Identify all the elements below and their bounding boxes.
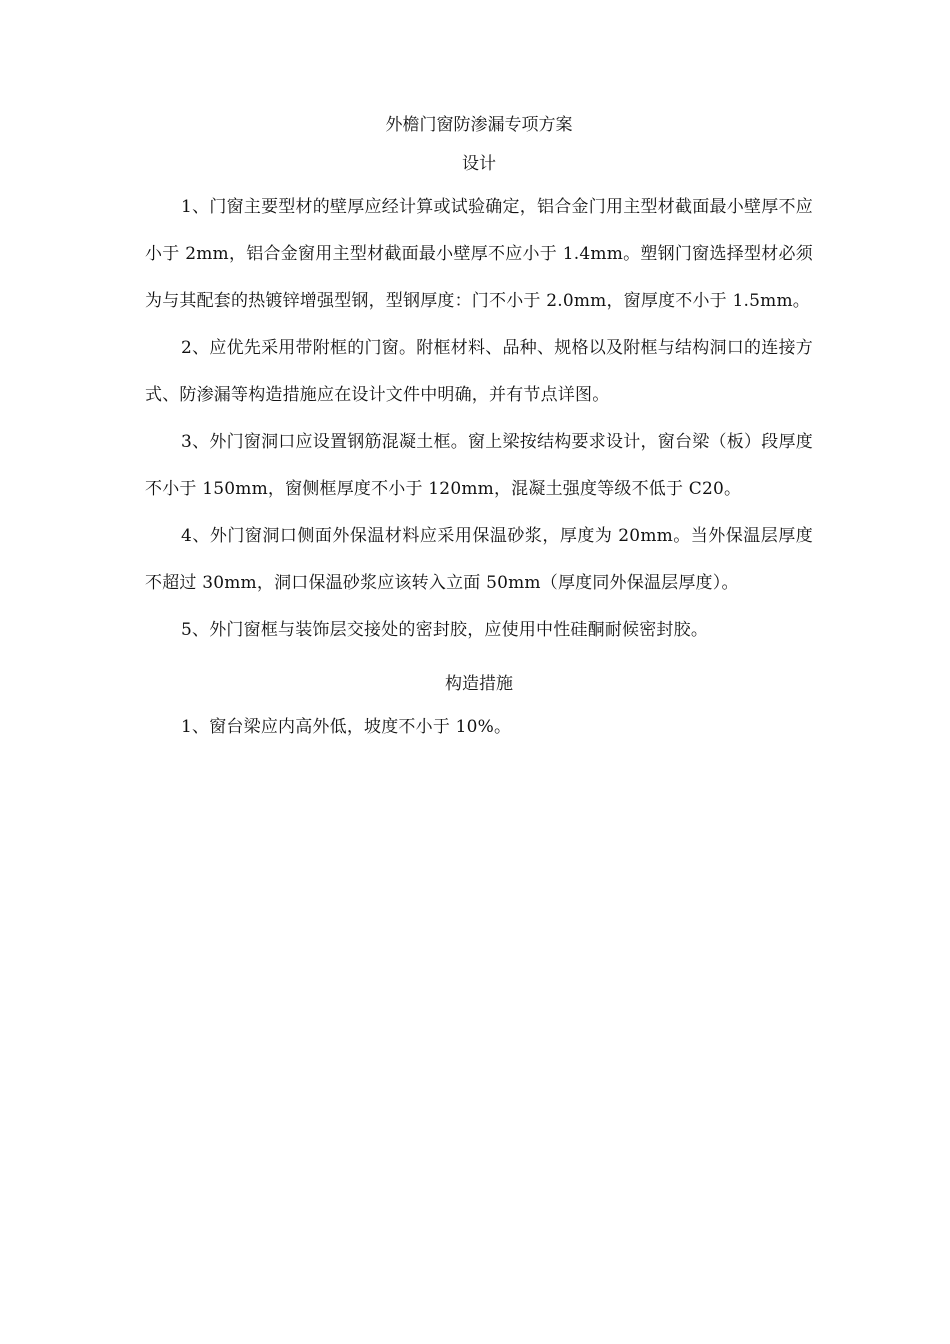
document-body [145, 108, 813, 751]
design-paragraph-1: 1、门窗主要型材的壁厚应经计算或试验确定，铝合金门用主型材截面最小壁厚不应小于 2mm，铝合金窗用主型材截面最小壁厚不应小于 1.4mm。塑钢门窗选择型材必须为与其配套的热镀锌增强型钢，型钢厚度：门不小于 2.0mm，窗厚度不小于 1.5mm。 [145, 197, 813, 311]
design-paragraph-3: 3、外门窗洞口应设置钢筋混凝土框。窗上梁按结构要求设计，窗台梁（板）段厚度不小于 150mm，窗侧框厚度不小于 120mm，混凝土强度等级不低于 C20。 [145, 432, 813, 499]
design-paragraph-4: 4、外门窗洞口侧面外保温材料应采用保温砂浆，厚度为 20mm。当外保温层厚度不超过 30mm，洞口保温砂浆应该转入立面 50mm（厚度同外保温层厚度）。 [145, 526, 813, 593]
construction-paragraph-1: 1、窗台梁应内高外低，坡度不小于 10%。 [181, 717, 512, 737]
design-paragraph-2: 2、应优先采用带附框的门窗。附框材料、品种、规格以及附框与结构洞口的连接方式、防渗漏等构造措施应在设计文件中明确，并有节点详图。 [145, 338, 813, 405]
section-heading-construction: 构造措施 [445, 674, 513, 694]
design-paragraph-5: 5、外门窗框与装饰层交接处的密封胶，应使用中性硅酮耐候密封胶。 [181, 620, 709, 640]
section-heading-design: 设计 [462, 154, 496, 174]
document-title: 外檐门窗防渗漏专项方案 [385, 115, 573, 135]
